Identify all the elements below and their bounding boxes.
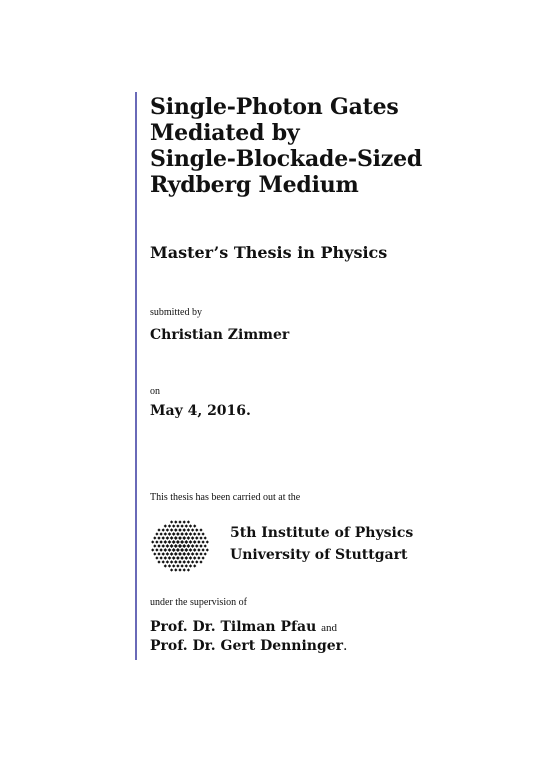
author-name: Christian Zimmer [150,327,290,343]
university-name: University of Stuttgart [230,547,408,563]
supervisor-1-name: Prof. Dr. Tilman Pfau [150,619,317,635]
title-line-2: Mediated by [150,120,300,146]
supervisor-2 [150,638,348,654]
supervisor-connector: and [321,622,338,634]
supervision-label: under the supervision of [150,597,247,608]
institute-name: 5th Institute of Physics [230,525,414,541]
carried-out-label: This thesis has been carried out at the [150,492,301,503]
submission-date: May 4, 2016. [150,403,251,419]
thesis-title [150,94,490,198]
university-seal-icon [148,517,212,575]
supervisor-2-name: Prof. Dr. Gert Denninger [150,638,344,654]
title-line-3: Single-Blockade-Sized [150,146,423,172]
title-line-1: Single-Photon Gates [150,94,399,120]
on-label: on [150,386,160,397]
supervisor-2-period: . [343,638,348,654]
submitted-by-label: submitted by [150,307,202,318]
title-line-4: Rydberg Medium [150,172,359,198]
vertical-accent-rule [135,92,137,660]
supervisor-1 [150,619,337,635]
thesis-type: Master’s Thesis in Physics [150,243,388,262]
